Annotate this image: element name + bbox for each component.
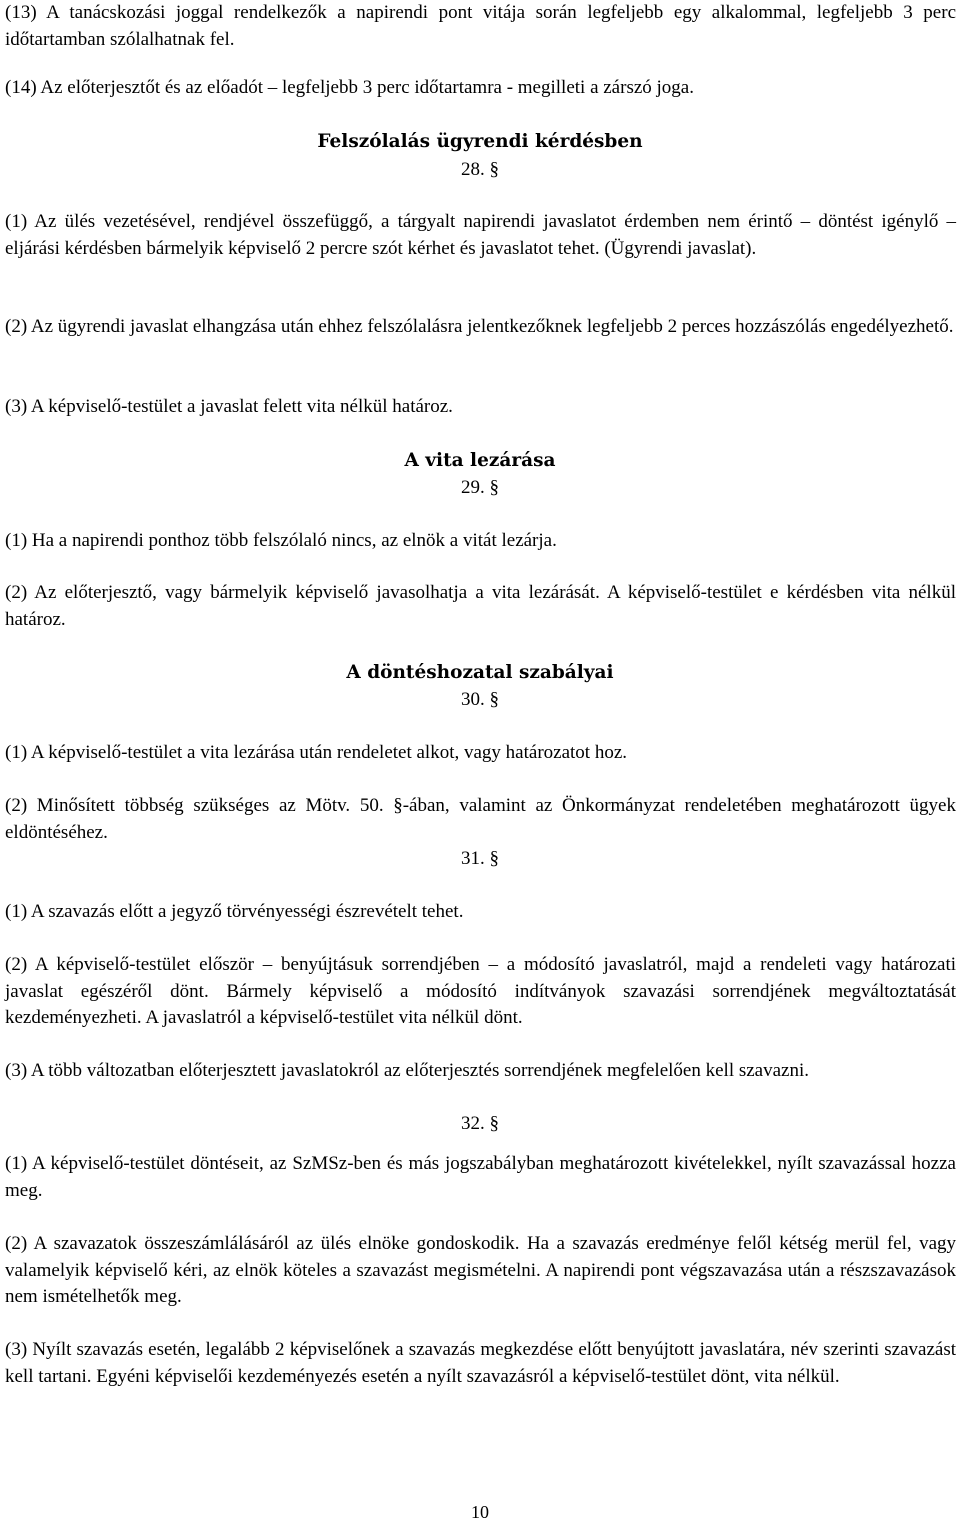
section-31-paragraph-1: (1) A szavazás előtt a jegyző törvényességi észrevételt tehet. bbox=[5, 901, 464, 922]
section-28-number: 28. § bbox=[461, 159, 499, 180]
paragraph-27-14: (14) Az előterjesztőt és az előadót – legfeljebb 3 perc időtartamra - megilleti a zárszó joga. bbox=[5, 77, 694, 98]
section-32-paragraph-3: (3) Nyílt szavazás esetén, legalább 2 képviselőnek a szavazás megkezdése előtt benyújtott javaslatára, név szerinti szavazást kell tartani. Egyéni képviselői kezdeményezés esetén a nyílt szavazásról a képviselő-testület dönt, vita nélkül. bbox=[5, 1339, 956, 1387]
section-30-paragraph-1: (1) A képviselő-testület a vita lezárása után rendeletet alkot, vagy határozatot hoz. bbox=[5, 742, 627, 763]
section-31-paragraph-3: (3) A több változatban előterjesztett javaslatokról az előterjesztés sorrendjének megfelelően kell szavazni. bbox=[5, 1060, 810, 1081]
section-30-number: 30. § bbox=[461, 689, 499, 710]
section-29-paragraph-1: (1) Ha a napirendi ponthoz több felszólaló nincs, az elnök a vitát lezárja. bbox=[5, 530, 557, 551]
section-30-paragraph-2: (2) Minősített többség szükséges az Mötv. 50. §-ában, valamint az Önkormányzat rendeletében meghatározott ügyek eldöntéséhez. bbox=[5, 795, 956, 843]
section-28-heading: Felszólalás ügyrendi kérdésben bbox=[317, 131, 643, 152]
section-28-paragraph-3: (3) A képviselő-testület a javaslat felett vita nélkül határoz. bbox=[5, 396, 453, 417]
section-29-heading: A vita lezárása bbox=[404, 450, 556, 471]
section-31-paragraph-2: (2) A képviselő-testület először – benyújtásuk sorrendjében – a módosító javaslatról, majd a rendeleti vagy határozati javaslat egészéről dönt. Bármely képviselő a módosító indítványok szavazási sorrendjének megváltoztatását kezdeményezheti. A javaslatról a képviselő-testület vita nélkül dönt. bbox=[5, 954, 956, 1028]
section-28-paragraph-2: (2) Az ügyrendi javaslat elhangzása után ehhez felszólalásra jelentkezőknek legfeljebb 2 perces hozzászólás engedélyezhető. bbox=[5, 316, 954, 337]
section-31-number: 31. § bbox=[461, 848, 499, 869]
section-29-paragraph-2: (2) Az előterjesztő, vagy bármelyik képviselő javasolhatja a vita lezárását. A képviselő-testület e kérdésben vita nélkül határoz. bbox=[5, 582, 956, 630]
section-28-paragraph-1: (1) Az ülés vezetésével, rendjével összefüggő, a tárgyalt napirendi javaslatot érdemben nem érintő – döntést igénylő – eljárási kérdésben bármelyik képviselő 2 percre szót kérhet és javaslatot tehet. (Ügyrendi javaslat). bbox=[5, 211, 956, 259]
page-number: 10 bbox=[471, 1502, 489, 1522]
section-32-paragraph-2: (2) A szavazatok összeszámlálásáról az ülés elnöke gondoskodik. Ha a szavazás eredménye felől kétség merül fel, vagy valamelyik képviselő kéri, az elnök köteles a szavazást megismételni. A napirendi pont végszavazása után a részszavazások nem ismételhetők meg. bbox=[5, 1233, 956, 1307]
section-29-number: 29. § bbox=[461, 477, 499, 498]
section-32-paragraph-1: (1) A képviselő-testület döntéseit, az SzMSz-ben és más jogszabályban meghatározott kivételekkel, nyílt szavazással hozza meg. bbox=[5, 1153, 956, 1201]
paragraph-27-13: (13) A tanácskozási joggal rendelkezők a napirendi pont vitája során legfeljebb egy alkalommal, legfeljebb 3 perc időtartamban szólalhatnak fel. bbox=[5, 2, 956, 50]
section-30-heading: A döntéshozatal szabályai bbox=[346, 662, 614, 683]
section-32-number: 32. § bbox=[461, 1113, 499, 1134]
